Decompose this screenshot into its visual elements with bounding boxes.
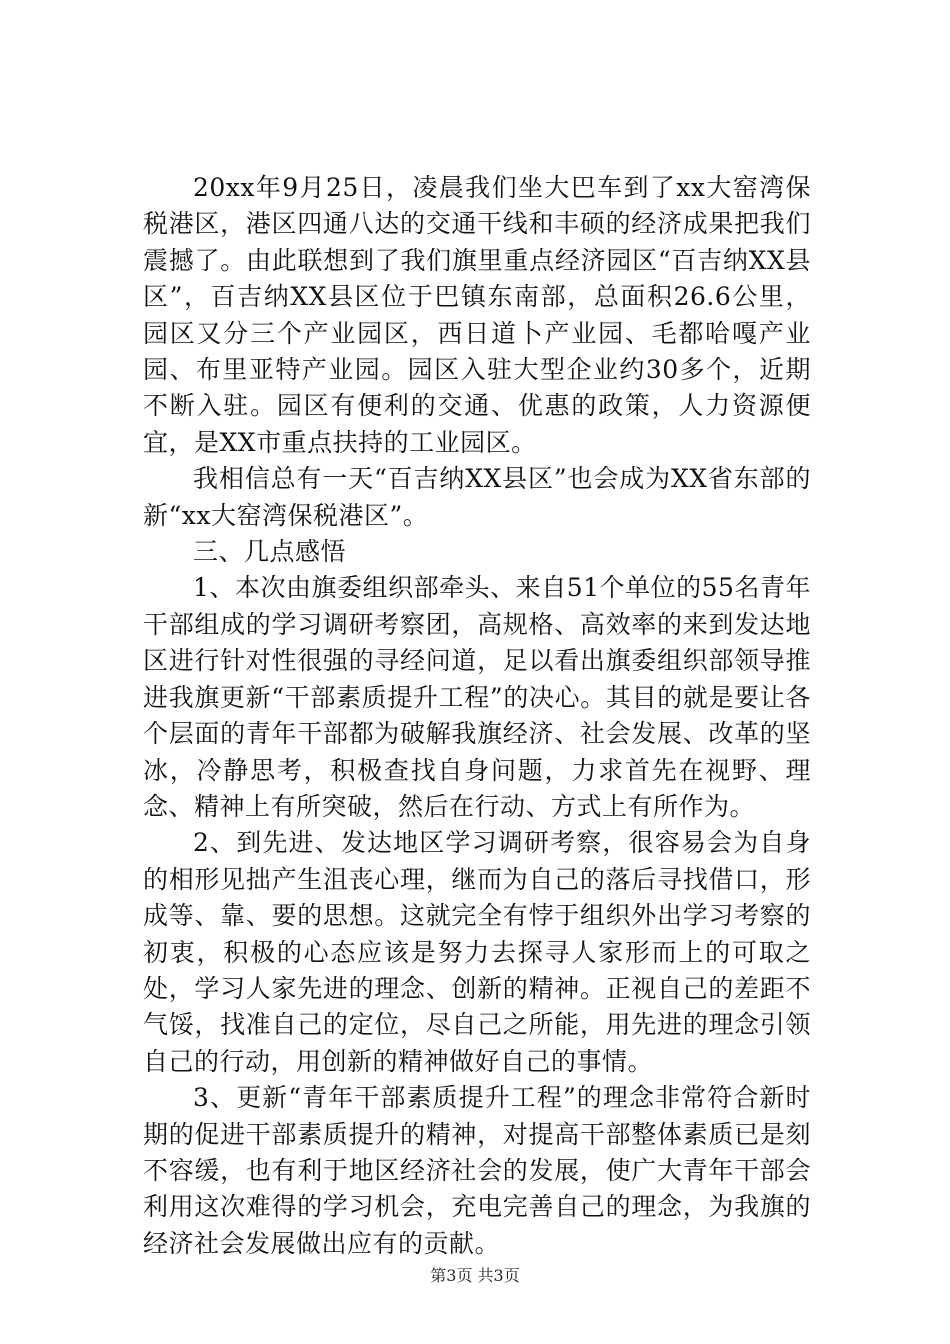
paragraph-point-1: 1、本次由旗委组织部牵头、来自51个单位的55名青年干部组成的学习调研考察团，高规格、高效率的来到发达地区进行针对性很强的寻经问道，足以看出旗委组织部领导推进我旗更新“干部素质提升工程”的决心。其目的就是要让各个层面的青年干部都为破解我旗经济、社会发展、改革的坚冰，冷静思考，积极查找自身问题，力求首先在视野、理念、精神上有所突破，然后在行动、方式上有所作为。 bbox=[143, 573, 811, 821]
paragraph-baoshui-port: 20xx年9月25日，凌晨我们坐大巴车到了xx大窑湾保税港区，港区四通八达的交通干线和丰硕的经济成果把我们震撼了。由此联想到了我们旗里重点经济园区“百吉纳XX县区”，百吉纳XX县区位于巴镇东南部，总面积26.6公里，园区又分三个产业园区，西日道卜产业园、毛都哈嘎产业园、布里亚特产业园。园区入驻大型企业约30多个，近期不断入驻。园区有便利的交通、优惠的政策，人力资源便宜，是XX市重点扶持的工业园区。 bbox=[143, 173, 811, 457]
section-heading: 三、几点感悟 bbox=[193, 537, 347, 567]
document-body bbox=[143, 170, 811, 1262]
paragraph-point-3: 3、更新“青年干部素质提升工程”的理念非常符合新时期的促进干部素质提升的精神，对提高干部整体素质已是刻不容缓，也有利于地区经济社会的发展，使广大青年干部会利用这次难得的学习机会，充电完善自己的理念，为我旗的经济社会发展做出应有的贡献。 bbox=[143, 1083, 811, 1258]
page-footer: 第3页 共3页 bbox=[430, 1266, 520, 1285]
paragraph-belief: 我相信总有一天“百吉纳XX县区”也会成为XX省东部的新“xx大窑湾保税港区”。 bbox=[143, 464, 811, 530]
paragraph-point-2: 2、到先进、发达地区学习调研考察，很容易会为自身的相形见拙产生沮丧心理，继而为自己的落后寻找借口，形成等、靠、要的思想。这就完全有悖于组织外出学习考察的初衷，积极的心态应该是努力去探寻人家形而上的可取之处，学习人家先进的理念、创新的精神。正视自己的差距不气馁，找准自己的定位，尽自己之所能，用先进的理念引领自己的行动，用创新的精神做好自己的事情。 bbox=[143, 828, 811, 1076]
